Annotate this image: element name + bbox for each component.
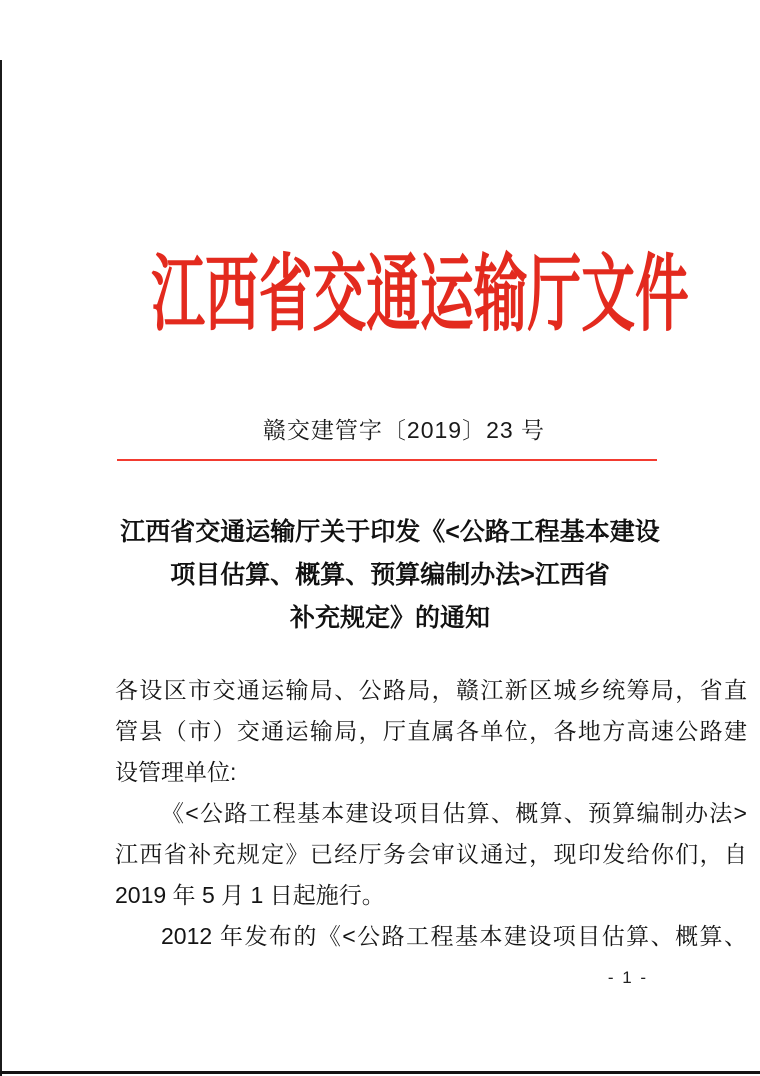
body-line-addressees: 管县（市）交通运输局，厅直属各单位，各地方高速公路建 [115,718,747,744]
letterhead-title-text: 江西省交通运输厅文件 [151,249,689,342]
body-line-paragraph: 2019 年 5 月 1 日起施行。 [115,882,385,908]
document-title-line: 补充规定》的通知 [289,604,490,632]
document-reference-number: 赣交建管字〔2019〕23 号 [262,417,546,443]
letterhead-title [0,249,760,342]
body-line-paragraph: 2012 年发布的《<公路工程基本建设项目估算、概算、 [161,923,747,949]
scan-edge-bottom [0,1071,760,1074]
body-line-addressees: 各设区市交通运输局、公路局，赣江新区城乡统筹局，省直 [115,677,747,703]
body-line-paragraph: 江西省补充规定》已经厅务会审议通过，现印发给你们，自 [115,841,747,867]
body-line-paragraph: 《<公路工程基本建设项目估算、概算、预算编制办法> [161,800,747,826]
document-title [60,511,720,640]
document-title-line: 项目估算、概算、预算编制办法>江西省 [170,561,610,589]
body-line-addressees: 设管理单位: [115,759,237,785]
document-title-line: 江西省交通运输厅关于印发《<公路工程基本建设 [120,518,660,546]
scan-edge-left [0,60,2,1076]
red-divider-line [117,459,657,461]
page-number: - 1 - [607,968,649,987]
document-body [115,670,747,957]
